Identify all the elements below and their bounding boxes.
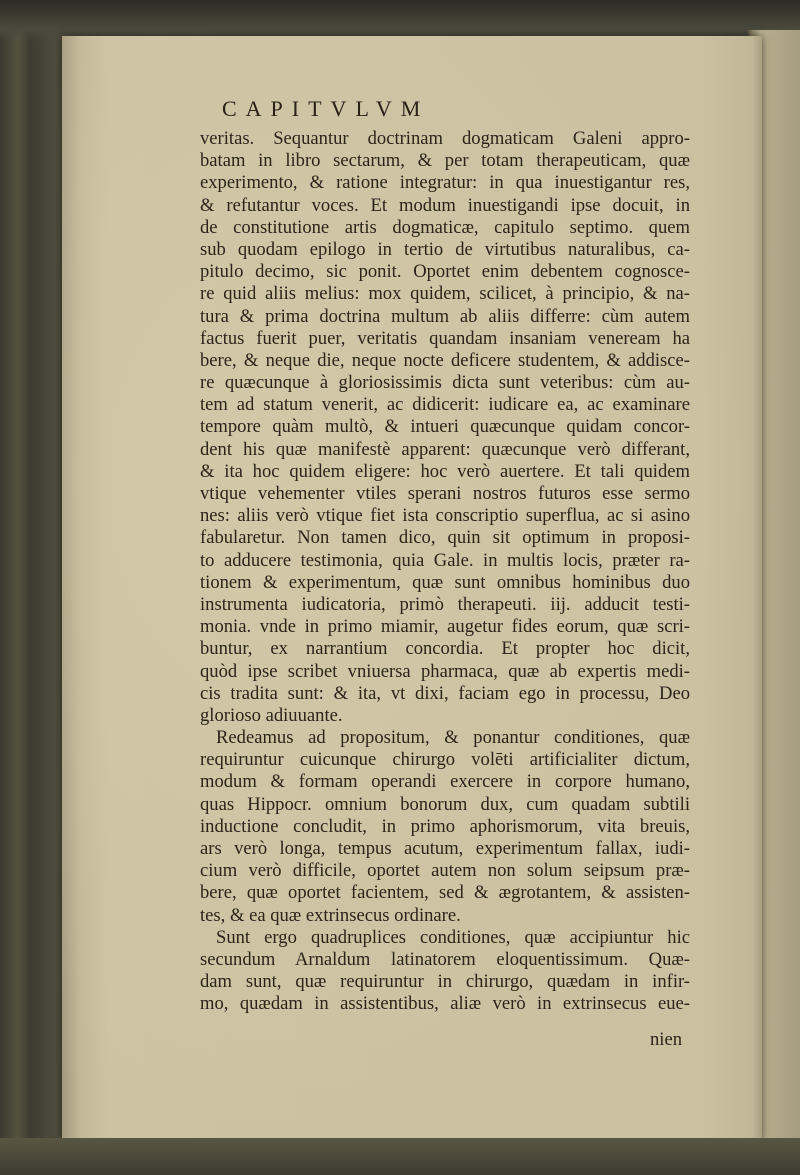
text-line: to adducere testimonia, quia Gale. in multis locis, præter ra-: [200, 549, 690, 571]
catchword: nien: [650, 1029, 683, 1050]
text-line: bere, quæ oportet facientem, sed & ægrotantem, & assisten-: [200, 882, 690, 904]
paragraph-start-line: Sunt ergo quadruplices conditiones, quæ accipiuntur hic: [216, 926, 690, 948]
text-line: fabularetur. Non tamen dico, quin sit optimum in proposi-: [200, 527, 690, 549]
text-line: & refutantur voces. Et modum inuestigandi ipse docuit, in: [200, 194, 690, 216]
text-line: de constitutione artis dogmaticæ, capitulo septimo. quem: [200, 216, 690, 238]
text-line: inductione concludit, in primo aphorismorum, vita breuis,: [200, 815, 690, 837]
body-text: [200, 128, 690, 1016]
text-line: cis tradita sunt: & ita, vt dixi, faciam ego in processu, Deo: [200, 682, 690, 704]
text-line: factus fuerit puer, veritatis quandam insaniam veneream ha: [200, 327, 690, 349]
text-line: quas Hippocr. omnium bonorum dux, cum quadam subtili: [200, 793, 690, 815]
text-line: secundum Arnaldum latinatorem eloquentissimum. Quæ-: [200, 948, 690, 970]
text-line: veritas. Sequantur doctrinam dogmaticam Galeni appro-: [200, 128, 690, 149]
text-line: buntur, ex narrantium concordia. Et propter hoc dicit,: [200, 638, 690, 660]
text-line: re quid aliis melius: mox quidem, scilicet, à principio, & na-: [200, 283, 690, 305]
text-line: pitulo decimo, sic ponit. Oportet enim debentem cognosce-: [200, 261, 690, 283]
text-line: quòd ipse scribet vniuersa pharmaca, quæ ab expertis medi-: [200, 660, 690, 682]
text-line: cium verò difficile, oportet autem non solum seipsum præ-: [200, 860, 690, 882]
text-line: vtique vehementer vtiles sperani nostros futuros esse sermo: [200, 483, 690, 504]
running-head: CAPITVLVM: [222, 96, 430, 121]
text-line: bere, & neque die, neque nocte deficere studentem, & addisce-: [200, 349, 690, 371]
text-line: dam sunt, quæ requiruntur in chirurgo, quædam in infir-: [200, 971, 690, 993]
text-line: re quæcunque à gloriosissimis dicta sunt veteribus: cùm au-: [200, 372, 690, 394]
text-line: tempore quàm multò, & intueri quæcunque quidam concor-: [200, 416, 690, 438]
text-line: dent his quæ manifestè apparent: quæcunque verò differant,: [200, 438, 690, 460]
text-line: modum & formam operandi exercere in corpore humano,: [200, 771, 690, 793]
text-line: & ita hoc quidem eligere: hoc verò auertere. Et tali quidem: [200, 460, 690, 482]
text-line: sub quodam epilogo in tertio de virtutibus naturalibus, ca-: [200, 238, 690, 260]
text-line: requiruntur cuicunque chirurgo volēti artificialiter dictum,: [200, 749, 690, 771]
text-line: mo, quædam in assistentibus, aliæ verò in extrinsecus eue-: [200, 993, 690, 1015]
text-line: ars verò longa, tempus acutum, experimentum fallax, iudi-: [200, 838, 690, 859]
text-line: instrumenta iudicatoria, primò therapeuti. iij. adducit testi-: [200, 593, 690, 615]
text-line: tem ad statum venerit, ac didicerit: iudicare ea, ac examinare: [200, 394, 690, 416]
paragraph-start-line: Redeamus ad propositum, & ponantur conditiones, quæ: [216, 727, 690, 749]
scan-bottom-shadow: [0, 1138, 800, 1175]
text-line: batam in libro sectarum, & per totam therapeuticam, quæ: [200, 150, 690, 172]
paragraph-end-line: tes, & ea quæ extrinsecus ordinare.: [200, 904, 461, 926]
text-line: tura & prima doctrina multum ab aliis differre: cùm autem: [200, 305, 690, 327]
text-line: monia. vnde in primo miamir, augetur fides eorum, quæ scri-: [200, 616, 690, 638]
text-line: tionem & experimentum, quæ sunt omnibus hominibus duo: [200, 571, 690, 593]
text-line: nes: aliis verò vtique fiet ista conscriptio superflua, ac si asino: [200, 505, 690, 527]
paragraph-end-line: glorioso adiuuante.: [200, 704, 343, 726]
text-line: experimento, & ratione integratur: in qua inuestigantur res,: [200, 172, 690, 194]
